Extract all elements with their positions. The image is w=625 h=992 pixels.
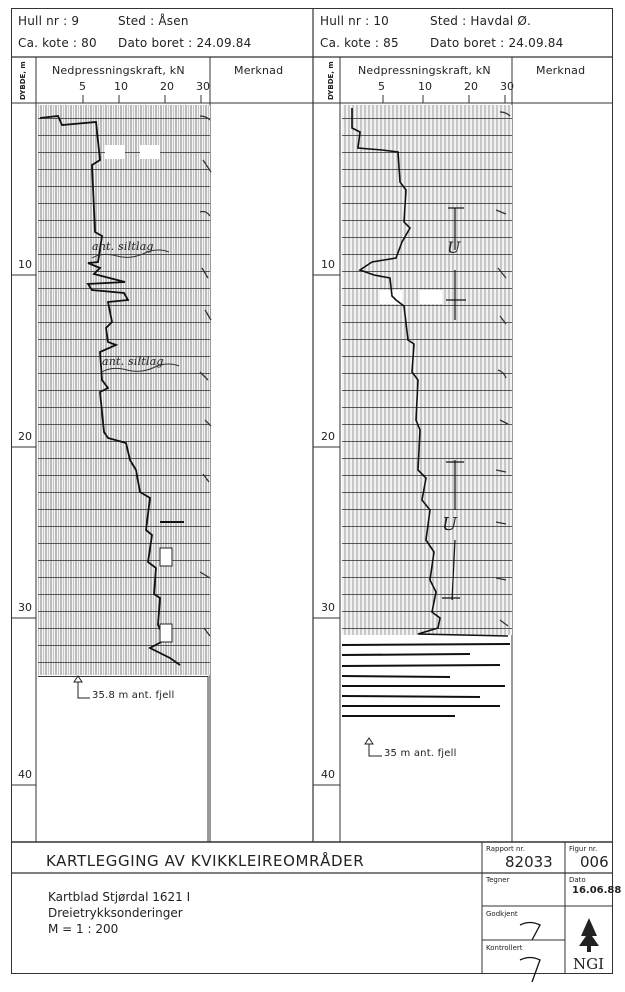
footer-line2: Dreietrykksonderinger <box>48 906 183 920</box>
hole10-tick-10: 10 <box>418 80 432 93</box>
footer-line1: Kartblad Stjørdal 1621 I <box>48 890 191 904</box>
hole9-dato-label: Dato boret : 24.09.84 <box>118 36 252 50</box>
hole9-depth-10: 10 <box>18 258 32 271</box>
hole9-annotation-2: ant. siltlag <box>102 355 164 368</box>
hole9-force-header: Nedpressningskraft, kN <box>52 64 185 77</box>
hole10-remark-header: Merknad <box>536 64 586 77</box>
hole9-depth-30: 30 <box>18 601 32 614</box>
hole9-depth-header: DYBDE, m <box>19 61 27 100</box>
figur-label: Figur nr. <box>569 845 598 853</box>
footer-line3: M = 1 : 200 <box>48 922 119 936</box>
hole9-tick-10: 10 <box>114 80 128 93</box>
hole9-tick-20: 20 <box>160 80 174 93</box>
hole10-dato-label: Dato boret : 24.09.84 <box>430 36 564 50</box>
hole10-depth-10: 10 <box>321 258 335 271</box>
hole9-sted-label: Sted : Åsen <box>118 14 189 28</box>
hole10-annotation-1: U <box>447 238 461 257</box>
hole10-tick-20: 20 <box>464 80 478 93</box>
ngi-tree-logo <box>579 918 599 952</box>
dato-value: 16.06.88 <box>572 885 622 896</box>
hole10-depth-header: DYBDE, m <box>327 61 335 100</box>
hole10-log-plot <box>342 105 512 716</box>
footer-title: KARTLEGGING AV KVIKKLEIREOMRÅDER <box>46 852 365 870</box>
hole9-end-note: 35.8 m ant. fjell <box>92 690 175 701</box>
ngi-logo-text: NGI <box>573 955 605 973</box>
hole9-annotation-1: ant. siltlag <box>92 240 154 253</box>
hole10-depth-20: 20 <box>321 430 335 443</box>
hole9-depth-40: 40 <box>18 768 32 781</box>
hole10-sted-label: Sted : Havdal Ø. <box>430 14 532 28</box>
hole9-tick-30: 30 <box>196 80 210 93</box>
rapport-value: 82033 <box>505 853 553 871</box>
hole10-end-note: 35 m ant. fjell <box>384 748 457 759</box>
hole10-kote-label: Ca. kote : 85 <box>320 36 399 50</box>
hole10-depth-30: 30 <box>321 601 335 614</box>
godkjent-label: Godkjent <box>486 910 518 918</box>
hole9-hull-label: Hull nr : 9 <box>18 14 80 28</box>
figur-value: 006 <box>580 853 609 871</box>
hole9-remark-header: Merknad <box>234 64 284 77</box>
rapport-label: Rapport nr. <box>486 845 525 853</box>
hole10-depth-40: 40 <box>321 768 335 781</box>
hole9-tick-5: 5 <box>79 80 86 93</box>
kontrollert-label: Kontrollert <box>486 944 523 952</box>
hole9-kote-label: Ca. kote : 80 <box>18 36 97 50</box>
hole10-tick-30: 30 <box>500 80 514 93</box>
hole10-hull-label: Hull nr : 10 <box>320 14 389 28</box>
tegner-label: Tegner <box>486 876 510 884</box>
hole10-tick-5: 5 <box>378 80 385 93</box>
hole9-depth-20: 20 <box>18 430 32 443</box>
hole9-log-plot <box>38 105 211 675</box>
hole10-annotation-2: U <box>442 514 458 535</box>
dato-label: Dato <box>569 876 586 884</box>
hole10-force-header: Nedpressningskraft, kN <box>358 64 491 77</box>
